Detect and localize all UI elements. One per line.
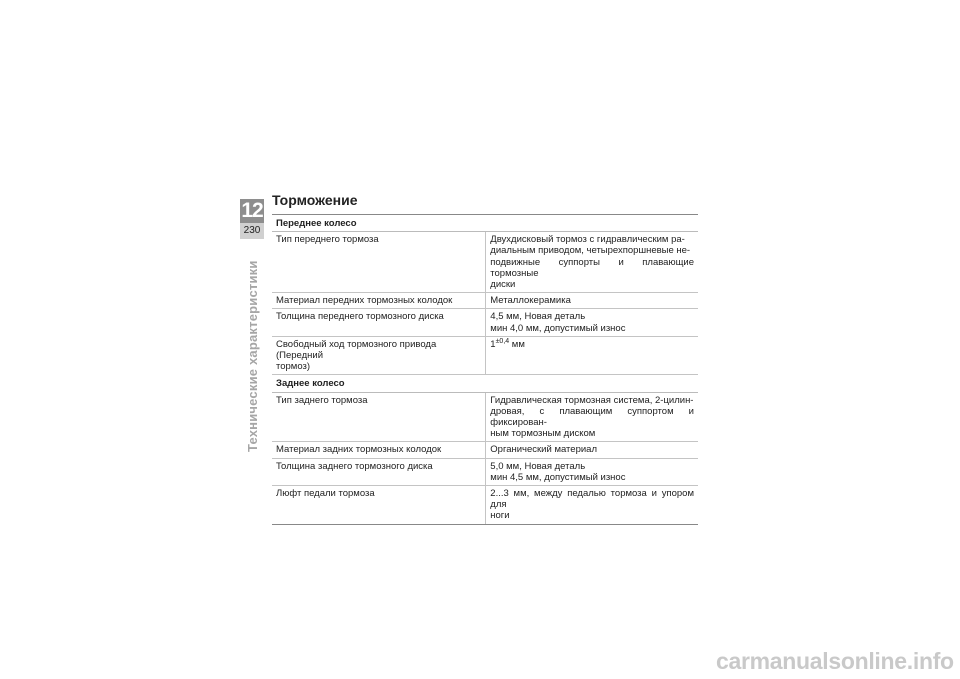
label-line: тормоз) [276, 361, 311, 373]
free-play-tolerance: ±0,4 [495, 337, 510, 345]
spec-label [272, 458, 486, 485]
spec-label [272, 486, 486, 525]
value-line: мин 4,5 мм, допустимый износ [490, 471, 626, 483]
label-line: Тип заднего тормоза [276, 394, 368, 406]
spec-label [272, 442, 486, 458]
label-line: Толщина заднего тормозного диска [276, 460, 433, 472]
value-line: Гидравлическая тормозная система, 2-цилин- [490, 394, 694, 406]
spec-label [272, 309, 486, 336]
value-line: диальным приводом, четырехпоршневые не- [490, 245, 691, 257]
value-line: Двухдисковый тормоз с гидравлическим ра- [490, 234, 685, 246]
table-row [272, 458, 698, 485]
label-line: Материал передних тормозных колодок [276, 295, 453, 307]
spec-value [486, 293, 698, 309]
table-row [272, 486, 698, 525]
side-chapter-title: Технические характеристики [245, 260, 260, 452]
table-row [272, 442, 698, 458]
spec-value [486, 336, 698, 375]
spec-label [272, 336, 486, 375]
free-play-base: 1 [490, 338, 496, 350]
spec-value [486, 486, 698, 525]
value-line: 4,5 мм, Новая деталь [490, 311, 586, 323]
spec-value [486, 232, 698, 293]
value-line: Органический материал [490, 444, 597, 456]
page-title: Торможение [272, 192, 358, 208]
chapter-number: 12 [241, 199, 263, 222]
spec-value [486, 309, 698, 336]
label-line: Материал задних тормозных колодок [276, 444, 442, 456]
spec-label [272, 293, 486, 309]
label-line: Люфт педали тормоза [276, 488, 375, 500]
value-line: дровая, с плавающим суппортом и фиксирован- [490, 405, 694, 429]
spec-value [486, 458, 698, 485]
label-line: Тип переднего тормоза [276, 234, 379, 246]
value-line: ным тормозным диском [490, 428, 596, 440]
value-line: 5,0 мм, Новая деталь [490, 460, 586, 472]
section-rear-wheel [272, 375, 698, 392]
label-line: Толщина переднего тормозного диска [276, 311, 444, 323]
table-row [272, 293, 698, 309]
chapter-badge [240, 199, 264, 239]
watermark: carmanualsonline.info [716, 648, 954, 674]
value-line: ноги [490, 510, 510, 522]
table-row [272, 232, 698, 293]
value-line: 2...3 мм, между педалью тормоза и упором для [490, 488, 694, 511]
value-line: диски [490, 279, 516, 291]
value-line: подвижные суппорты и плавающие тормозные [490, 256, 694, 279]
section-front-wheel [272, 215, 698, 232]
table-row [272, 309, 698, 336]
brake-spec-table [272, 214, 698, 525]
free-play-unit: мм [511, 338, 525, 350]
section-heading: Переднее колесо [272, 215, 698, 232]
value-line: мин 4,0 мм, допустимый износ [490, 322, 626, 334]
table-row [272, 392, 698, 442]
value-line: Металлокерамика [490, 295, 571, 307]
spec-value [486, 442, 698, 458]
page-number: 230 [240, 223, 264, 239]
section-heading: Заднее колесо [272, 375, 698, 392]
spec-value [486, 392, 698, 442]
spec-label [272, 392, 486, 442]
label-line: Свободный ход тормозного привода (Передний [276, 338, 437, 362]
spec-label [272, 232, 486, 293]
table-row [272, 336, 698, 375]
